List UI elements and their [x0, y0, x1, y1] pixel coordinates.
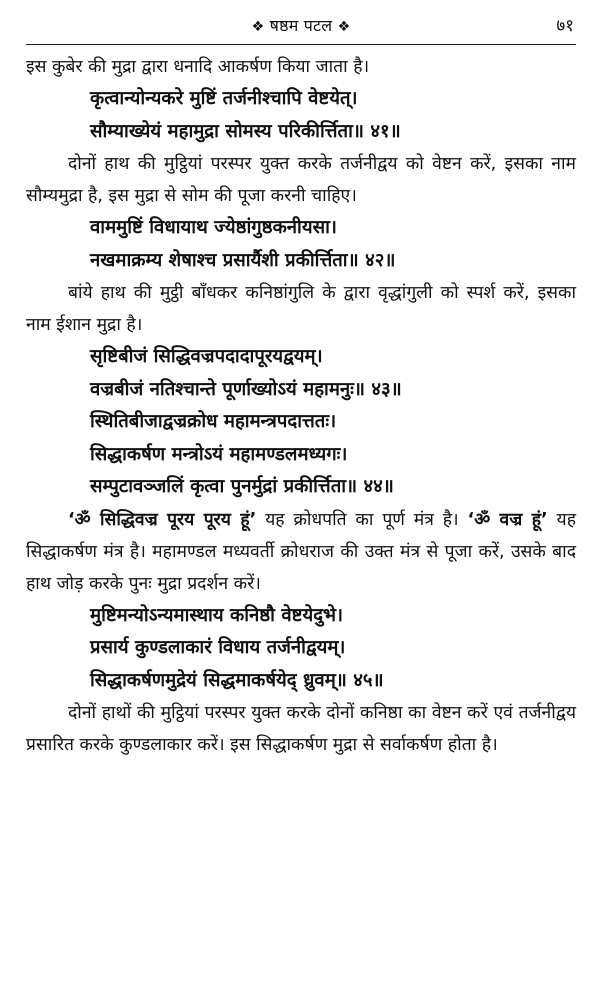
mantra-quote: ‘ॐ सिद्धिवज्र पूरय पूरय हूं’ [68, 509, 257, 530]
page-header [26, 0, 576, 45]
page-number: ७१ [556, 16, 574, 36]
chapter-title [26, 14, 576, 36]
verse-line: सृष्टिबीजं सिद्धिवज्रपदादापूरयद्वयम्। [90, 346, 323, 367]
verse-line: नखमाक्रम्य शेषाश्च प्रसार्यैशी प्रकीर्त्तिता॥ ४२॥ [90, 249, 396, 271]
ornament-left-icon: ❖ [251, 19, 265, 35]
mantra-quote: ‘ॐ वज्र हूं’ [467, 509, 548, 530]
paragraph-mantra [26, 504, 576, 600]
ornament-right-icon: ❖ [337, 19, 351, 35]
verse-45 [26, 600, 576, 698]
paragraph-siddhakarshan-mudra: दोनों हाथों की मुट्ठियां परस्पर युक्त करके दोनों कनिष्ठा का वेष्टन करें एवं तर्जनीद्वय प्रसारित करके कुण्डलाकार करें। इस सिद्धाकर्षण मुद्रा से सर्वाकर्षण होता है। [26, 703, 576, 755]
verse-line: स्थितिबीजाद्वज्रक्रोध महामन्त्रपदात्ततः। [90, 411, 337, 432]
verse-line: कृत्वान्योन्यकरे मुष्टिं तर्जनीश्चापि वेष्टयेत्। [90, 88, 358, 109]
verse-line: वज्रबीजं नतिश्चान्ते पूर्णाख्योऽयं महामनुः॥ ४३॥ [90, 378, 402, 400]
verse-43-44 [26, 341, 576, 504]
paragraph-ishan-mudra: बांये हाथ की मुट्ठी बाँधकर कनिष्ठांगुलि के द्वारा वृद्धांगुली को स्पर्श करें, इसका नाम ईशान मुद्रा है। [26, 283, 576, 335]
verse-42 [26, 212, 576, 277]
verse-41 [26, 83, 576, 148]
chapter-title-text: षष्ठम पटल [269, 16, 333, 35]
verse-line: सम्पुटावञ्जलिं कृत्वा पुनर्मुद्रां प्रकीर्त्तिता॥ ४४॥ [90, 476, 394, 497]
paragraph-text: यह सिद्धाकर्षण मंत्र है। महामण्डल मध्यवर्ती क्रोधराज की उक्त मंत्र से पूजा करें, उसके बाद हाथ जोड़ करके पुनः मुद्रा प्रदर्शन करें। [26, 509, 576, 594]
paragraph-intro: इस कुबेर की मुद्रा द्वारा धनादि आकर्षण किया जाता है। [26, 57, 370, 77]
paragraph-text: यह क्रोधपति का पूर्ण मंत्र है। [256, 509, 468, 530]
paragraph-saumya-mudra: दोनों हाथ की मुट्ठियां परस्पर युक्त करके तर्जनीद्वय को वेष्टन करें, इसका नाम सौम्यमुद्रा है, इस मुद्रा से सोम की पूजा करनी चाहिए। [26, 154, 576, 206]
verse-line: प्रसार्य कुण्डलाकारं विधाय तर्जनीद्वयम्। [90, 637, 346, 658]
verse-line: सौम्याख्येयं महामुद्रा सोमस्य परिकीर्त्तिता॥ ४१॥ [90, 120, 401, 142]
verse-line: वाममुष्टिं विधायाथ ज्येष्ठांगुष्ठकनीयसा। [90, 217, 337, 238]
verse-line: सिद्धाकर्षण मन्त्रोऽयं महामण्डलमध्यगः। [90, 443, 348, 465]
verse-line: सिद्धाकर्षणमुद्रेयं सिद्धमाकर्षयेद् ध्रुवम्॥ ४५॥ [90, 669, 384, 691]
verse-line: मुष्टिमन्योऽन्यमास्थाय कनिष्ठौ वेष्टयेदुभे। [90, 604, 344, 626]
